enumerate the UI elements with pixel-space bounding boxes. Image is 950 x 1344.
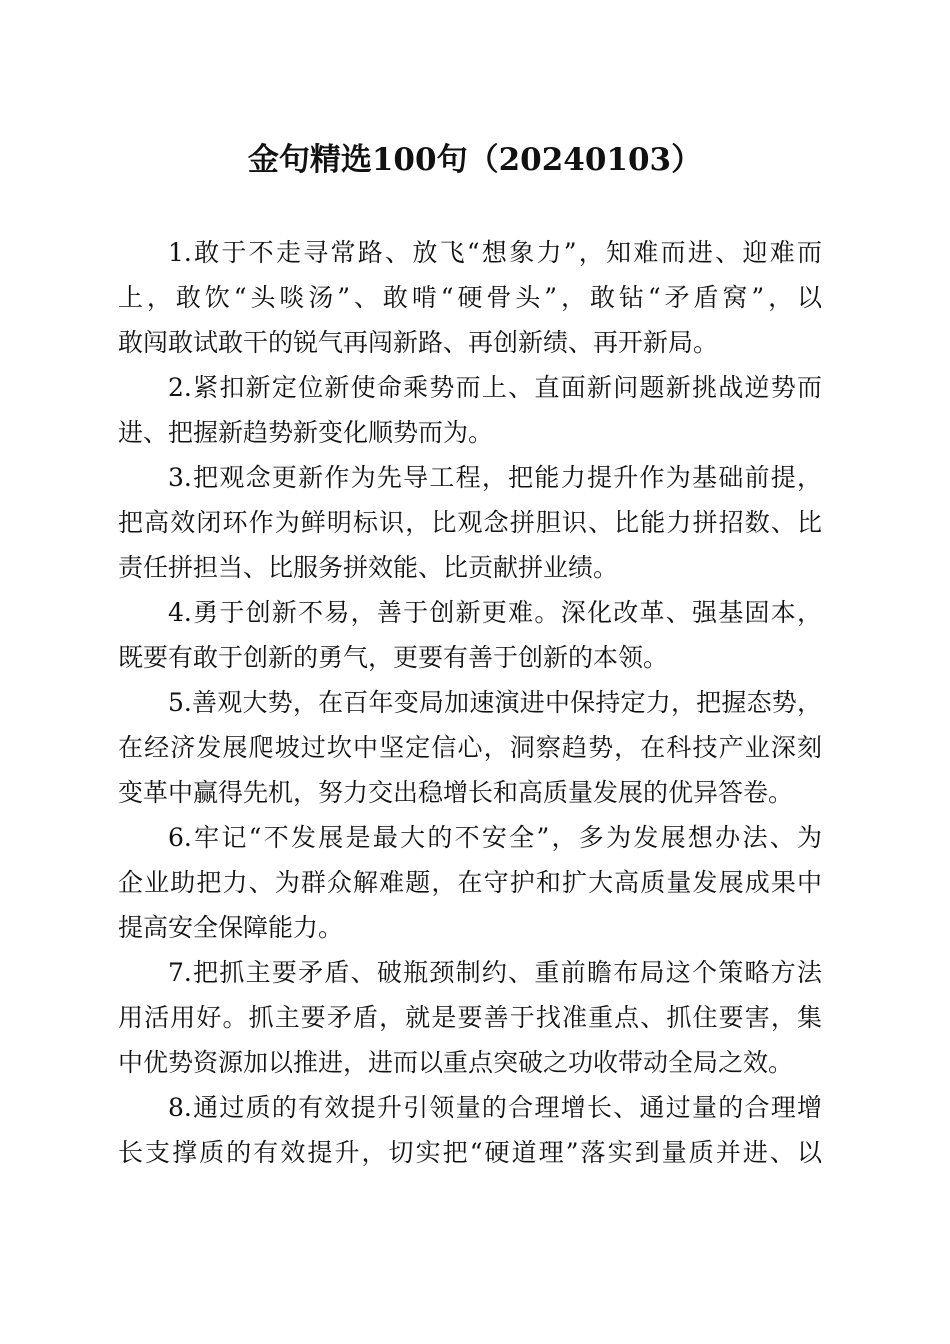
quote-paragraph (118, 680, 822, 815)
quote-paragraph (118, 365, 822, 455)
text-line: 中优势资源加以推进，进而以重点突破之功收带动全局之效。 (118, 1048, 794, 1077)
quote-paragraph (118, 590, 822, 680)
text-line: 长支撑质的有效提升，切实把“硬道理”落实到量质并进、以 (118, 1138, 822, 1167)
text-line: 在经济发展爬坡过坎中坚定信心，洞察趋势，在科技产业深刻 (118, 733, 822, 762)
quote-paragraph (118, 230, 822, 365)
text-line: 责任拼担当、比服务拼效能、比贡献拼业绩。 (118, 553, 619, 582)
document-body (118, 230, 822, 1175)
text-line: 7.把抓主要矛盾、破瓶颈制约、重前瞻布局这个策略方法 (168, 958, 822, 987)
quote-paragraph (118, 950, 822, 1085)
text-line: 8.通过质的有效提升引领量的合理增长、通过量的合理增 (168, 1093, 822, 1122)
document-title: 金句精选100句（20240103） (247, 142, 703, 178)
quote-paragraph (118, 815, 822, 950)
text-line: 上，敢饮“头啖汤”、敢啃“硬骨头”，敢钻“矛盾窝”，以 (118, 283, 822, 312)
text-line: 企业助把力、为群众解难题，在守护和扩大高质量发展成果中 (118, 868, 822, 897)
text-line: 把高效闭环作为鲜明标识，比观念拼胆识、比能力拼招数、比 (118, 508, 822, 537)
text-line: 既要有敢于创新的勇气，更要有善于创新的本领。 (118, 643, 669, 672)
text-line: 3.把观念更新作为先导工程，把能力提升作为基础前提， (168, 463, 822, 492)
text-line: 1.敢于不走寻常路、放飞“想象力”，知难而进、迎难而 (168, 238, 822, 267)
text-line: 变革中赢得先机，努力交出稳增长和高质量发展的优异答卷。 (118, 778, 794, 807)
text-line: 进、把握新趋势新变化顺势而为。 (118, 418, 494, 447)
text-line: 提高安全保障能力。 (118, 913, 344, 942)
quote-paragraph (118, 455, 822, 590)
text-line: 2.紧扣新定位新使命乘势而上、直面新问题新挑战逆势而 (168, 373, 822, 402)
quote-paragraph (118, 1085, 822, 1175)
text-line: 敢闯敢试敢干的锐气再闯新路、再创新绩、再开新局。 (118, 328, 719, 357)
text-line: 6.牢记“不发展是最大的不安全”，多为发展想办法、为 (168, 823, 822, 852)
text-line: 5.善观大势，在百年变局加速演进中保持定力，把握态势， (168, 688, 822, 717)
text-line: 用活用好。抓主要矛盾，就是要善于找准重点、抓住要害，集 (118, 1003, 822, 1032)
text-line: 4.勇于创新不易，善于创新更难。深化改革、强基固本， (168, 598, 822, 627)
